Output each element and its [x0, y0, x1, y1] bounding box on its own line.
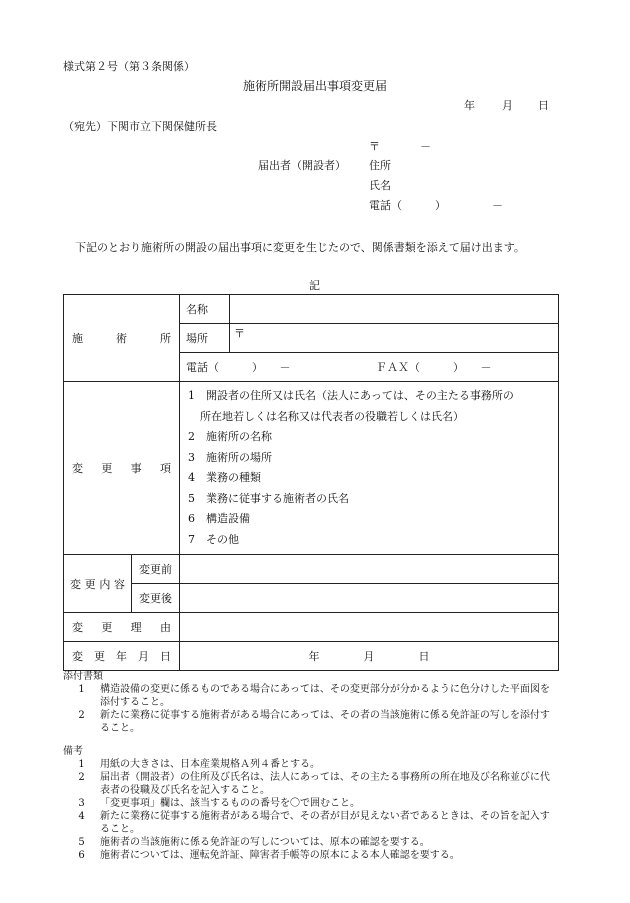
- date-year: 年: [464, 99, 475, 112]
- applicant-role-label: 届出者（開設者）: [258, 159, 346, 172]
- change-date-field[interactable]: 年 月 日: [180, 642, 559, 671]
- remark-num: 3: [78, 798, 85, 809]
- change-items-label: 変更事項: [64, 382, 180, 555]
- after-label: 変更後: [132, 584, 180, 613]
- remark-num: 1: [78, 759, 85, 770]
- remark-text: 用紙の大きさは、日本産業規格Ａ列４番とする。: [100, 759, 320, 770]
- remark-text: 施術者の当該施術に係る免許証の写しについては、原本の確認を要する。: [100, 837, 430, 848]
- change-item-7[interactable]: 7 その他: [188, 532, 239, 546]
- remark-num: 2: [78, 772, 85, 783]
- attachment-text: 構造設備の変更に係るものである場合にあっては、その変更部分が分かるように色分けした平面図を添付すること。: [100, 684, 550, 708]
- attachments-heading: 添付書類: [63, 671, 103, 682]
- remark-text: 施術者については、運転免許証、障害者手帳等の原本による本人確認を要する。: [100, 850, 460, 861]
- reason-field[interactable]: [180, 613, 559, 642]
- facility-name-label: 名称: [180, 295, 230, 323]
- date-day: 日: [538, 99, 549, 112]
- change-date-label: 変更年月日: [64, 642, 180, 671]
- remark-text: 「変更事項」欄は、該当するものの番号を〇で囲むこと。: [100, 798, 360, 809]
- postal-dash: －: [420, 140, 431, 153]
- before-label: 変更前: [132, 555, 180, 584]
- change-item-1-cont: 所在地若しくは名称又は代表者の役職若しくは氏名）: [200, 409, 464, 423]
- remark-item: [63, 849, 558, 862]
- remark-item: [63, 758, 558, 771]
- place-postal-mark: 〒: [234, 327, 245, 340]
- after-field[interactable]: [180, 584, 559, 613]
- phone-dash: －: [492, 199, 503, 212]
- page-title: 施術所開設届出事項変更届: [242, 79, 387, 93]
- remark-item: [63, 810, 558, 836]
- form-number: 様式第２号（第３条関係）: [63, 60, 195, 73]
- facility-place-field[interactable]: [230, 323, 558, 353]
- change-item-6[interactable]: 6 構造設備: [188, 512, 250, 525]
- form-table: [63, 294, 559, 671]
- change-item-5[interactable]: 5 業務に従事する施術者の氏名: [188, 491, 349, 505]
- remark-item: [63, 797, 558, 810]
- remark-num: 6: [78, 850, 85, 861]
- attachment-text: 新たに業務に従事する施術者がある場合にあっては、その者の当該施術に係る免許証の写しを添付すること。: [100, 710, 550, 734]
- remarks-heading: 備考: [63, 746, 83, 757]
- remark-text: 届出者（開設者）の住所及び氏名は、法人にあっては、その主たる事務所の所在地及び名称並びに代表者の役職及び氏名を記入すること。: [100, 772, 550, 796]
- attachment-num: 2: [78, 710, 85, 721]
- remark-num: 4: [78, 811, 85, 822]
- facility-name-row: [180, 295, 559, 324]
- facility-place-row: [180, 324, 559, 353]
- attachment-item: [63, 683, 558, 709]
- remark-num: 5: [78, 837, 85, 848]
- facility-label: 施術所: [64, 295, 180, 382]
- date-month: 月: [502, 99, 513, 112]
- change-item-1[interactable]: 1 開設者の住所又は氏名（法人にあっては、その主たる事務所の: [188, 389, 514, 402]
- addressee: （宛先）下関市立下関保健所長: [63, 120, 217, 133]
- attachment-item: [63, 709, 558, 735]
- remarks-section: [63, 745, 558, 862]
- change-items-list: [180, 382, 559, 555]
- remark-text: 新たに業務に従事する施術者がある場合で、その者が目が見えない者であるときは、その旨を記入すること。: [100, 811, 550, 835]
- facility-place-label: 場所: [180, 324, 230, 352]
- change-item-2[interactable]: 2 施術所の名称: [188, 430, 272, 443]
- change-item-4[interactable]: 4 業務の種類: [188, 471, 261, 484]
- reason-label: 変更理由: [64, 613, 180, 642]
- attachments-section: [63, 670, 558, 735]
- attachment-num: 1: [78, 684, 85, 695]
- ki-label: 記: [309, 279, 320, 292]
- postal-mark: 〒: [369, 140, 380, 153]
- facility-name-field[interactable]: [230, 295, 558, 323]
- change-item-3[interactable]: 3 施術所の場所: [188, 450, 272, 464]
- remark-item: [63, 771, 558, 797]
- remark-item: [63, 836, 558, 849]
- intro-text: 下記のとおり施術所の開設の届出事項に変更を生じたので、関係書類を添えて届け出ます。: [75, 241, 525, 254]
- name-label: 氏名: [369, 179, 391, 192]
- facility-contact-row: [180, 353, 559, 382]
- facility-fax-label: ＦＡＸ（ ） －: [376, 361, 492, 374]
- before-field[interactable]: [180, 555, 559, 584]
- facility-phone-label: 電話（ ） －: [186, 361, 291, 374]
- phone-label: 電話（ ）: [369, 199, 446, 212]
- change-content-label: 変更内容: [64, 555, 132, 613]
- address-label: 住所: [369, 159, 391, 172]
